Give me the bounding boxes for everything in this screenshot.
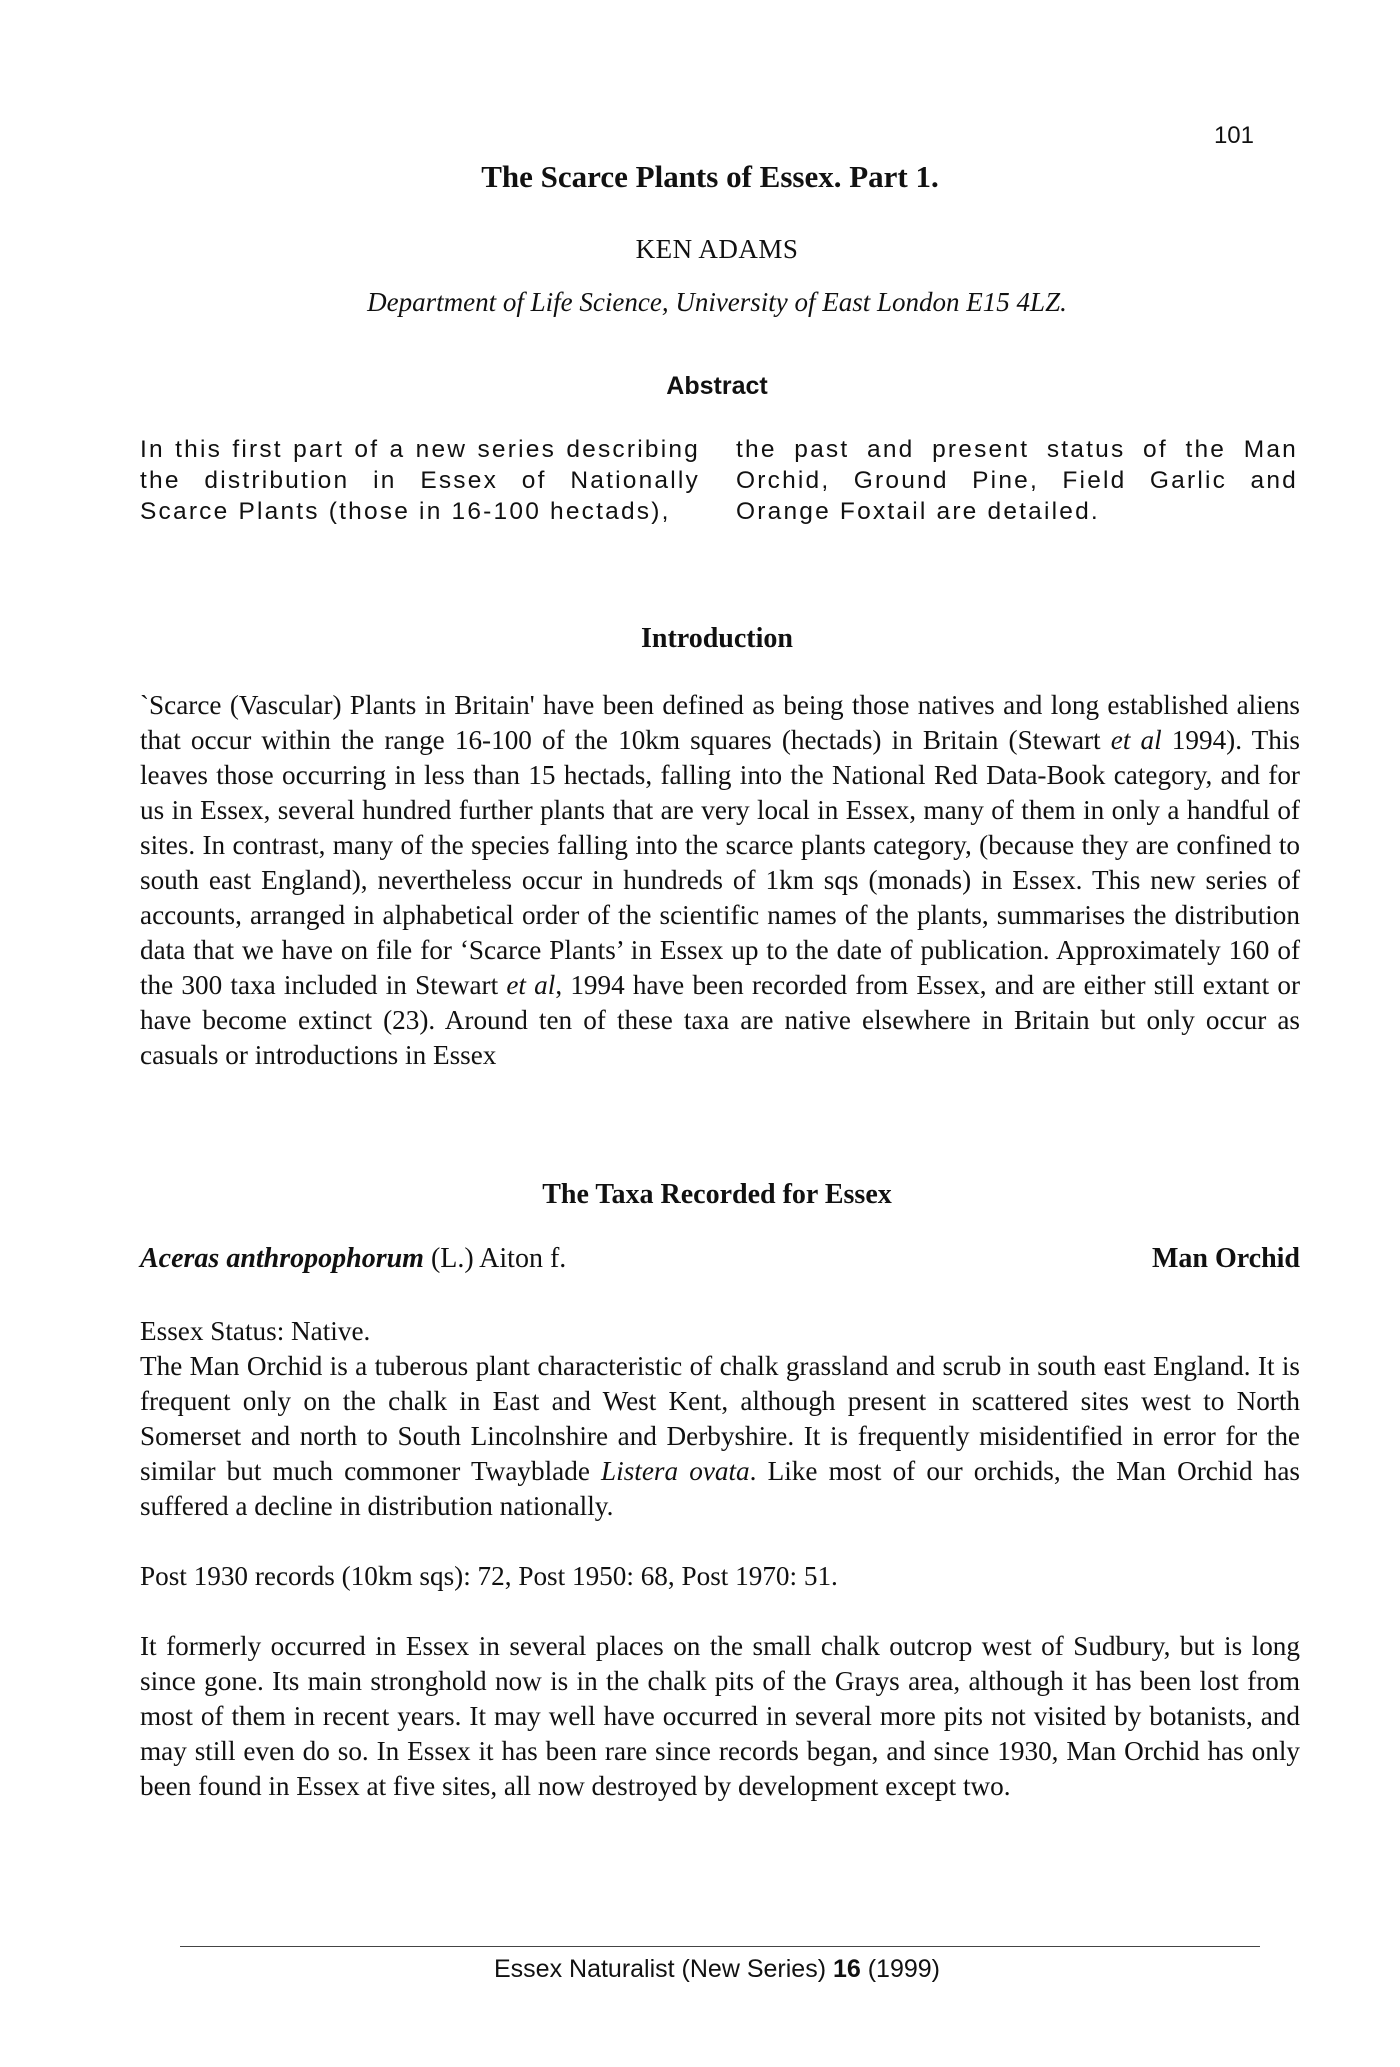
footer-divider xyxy=(180,1946,1260,1947)
introduction-heading: Introduction xyxy=(641,623,793,654)
intro-et-al: et al xyxy=(1110,725,1162,755)
author-affiliation: Department of Life Science, University of East London E15 4LZ. xyxy=(367,287,1067,317)
abstract-left-column: In this first part of a new series describing the distribution in Essex of Nationally Scarce Plants (those in 16-100 hectads), xyxy=(140,436,700,525)
intro-text-part: `Scarce (Vascular) Plants in Britain' have been defined as being those natives and long established aliens that occur within the range 16-100 of the 10km squares (hectads) in Britain (Stewart xyxy=(140,690,1300,755)
journal-footer xyxy=(0,1955,1400,1984)
description-species-italic: Listera ovata xyxy=(601,1456,750,1486)
taxa-heading: The Taxa Recorded for Essex xyxy=(542,1179,892,1210)
description-text: The Man Orchid is a tuberous plant characteristic of chalk grassland and scrub in south east England. It is frequent only on the chalk in East and West Kent, although present in scattered sites west to North Somerset and north to South Lincolnshire and Derbyshire. It is frequently misidentified in error for the similar but much commoner Twayblade xyxy=(140,1351,1300,1486)
taxon-common-name: Man Orchid xyxy=(1151,1243,1300,1274)
taxon-scientific-name: Aceras anthropophorum xyxy=(140,1243,424,1274)
abstract-heading: Abstract xyxy=(666,372,768,400)
taxon-records: Post 1930 records (10km sqs): 72, Post 1950: 68, Post 1970: 51. xyxy=(140,1561,838,1591)
taxon-history: It formerly occurred in Essex in several places on the small chalk outcrop west of Sudbury, but is long since gone. Its main stronghold now is in the chalk pits of the Grays area, although it has been lost from most of them in recent years. It may well have occurred in several more pits not visited by botanists, and may still even do so. In Essex it has been rare since records began, and since 1930, Man Orchid has only been found in Essex at five sites, all now destroyed by development except two. xyxy=(140,1631,1300,1801)
taxon-header xyxy=(140,1243,1300,1275)
description-text: . Like most of our orchids, the Man Orchid has suffered a decline in distribution nationally. xyxy=(140,1456,1300,1521)
introduction-paragraph xyxy=(140,688,1300,1073)
taxon-authority: (L.) Aiton f. xyxy=(423,1243,567,1274)
page-number: 101 xyxy=(1213,122,1254,149)
taxon-description xyxy=(140,1314,1300,1524)
footer-year: (1999) xyxy=(860,1955,940,1983)
footer-journal: Essex Naturalist (New Series) xyxy=(493,1955,833,1983)
intro-text-part: 1994). This leaves those occurring in less than 15 hectads, falling into the National Red Data-Book category, and for us in Essex, several hundred further plants that are very local in Essex, many of them in only a handful of sites. In contrast, many of the species falling into the scarce plants category, (because they are confined to south east England), nevertheless occur in hundreds of 1km sqs (monads) in Essex. This new series of accounts, arranged in alphabetical order of the scientific names of the plants, summarises the distribution data that we have on file for ‘Scarce Plants’ in Essex up to the date of publication. Approximately 160 of the 300 taxa included in Stewart xyxy=(140,725,1300,1000)
abstract-right-column: the past and present status of the Man Orchid, Ground Pine, Field Garlic and Orange Foxtail are detailed. xyxy=(736,436,1298,525)
intro-text-part: , 1994 have been recorded from Essex, and are either still extant or have become extinct (23). Around ten of these taxa are native elsewhere in Britain but only occur as casuals or introductions in Essex xyxy=(140,970,1300,1070)
author-name: KEN ADAMS xyxy=(635,234,799,264)
taxon-status: Essex Status: Native. xyxy=(140,1316,371,1346)
article-title: The Scarce Plants of Essex. Part 1. xyxy=(481,159,939,194)
footer-volume: 16 xyxy=(832,1955,861,1983)
intro-et-al: et al xyxy=(506,970,556,1000)
